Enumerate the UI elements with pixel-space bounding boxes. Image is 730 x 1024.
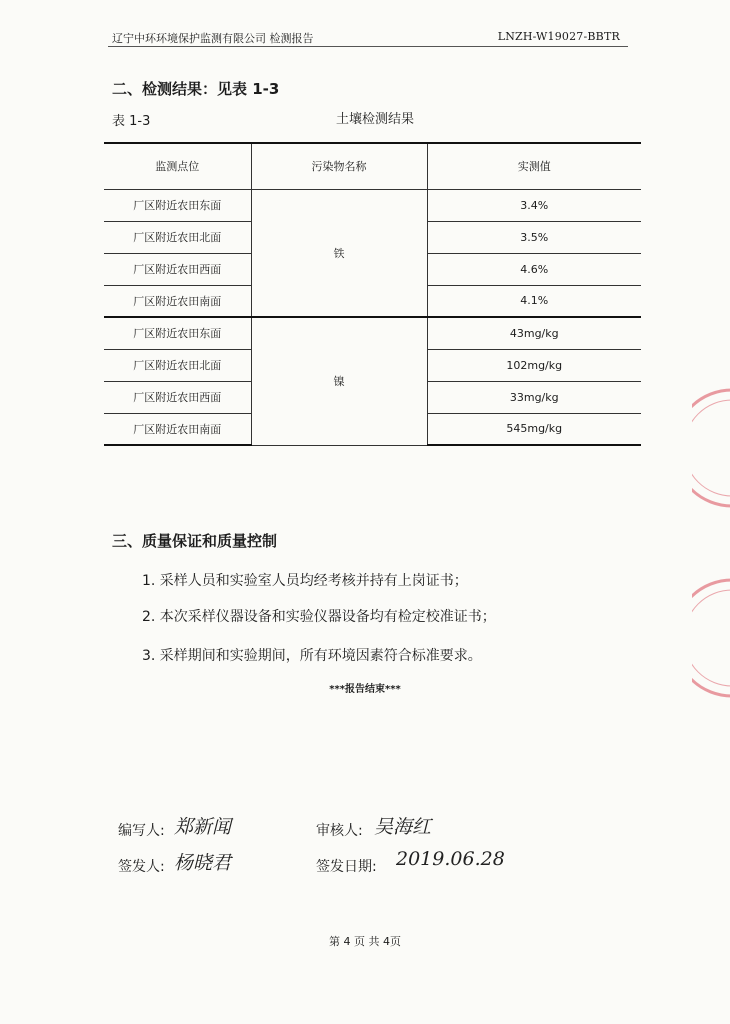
author-signature: 郑新闻	[174, 816, 232, 838]
author-label: 编写人:	[118, 823, 165, 839]
site-cell: 厂区附近农田西面	[104, 381, 251, 413]
issue-date-value: 2019.06.28	[396, 848, 505, 870]
reviewer-signature: 吴海红	[374, 816, 432, 838]
issue-date-label: 签发日期:	[316, 859, 377, 875]
site-cell: 厂区附近农田南面	[104, 413, 251, 445]
header-divider	[108, 46, 628, 47]
site-cell: 厂区附近农田南面	[104, 285, 251, 317]
value-cell: 43mg/kg	[427, 317, 641, 349]
site-cell: 厂区附近农田西面	[104, 253, 251, 285]
section-title-quality: 三、质量保证和质量控制	[112, 532, 278, 550]
company-seal-fragment	[692, 388, 730, 508]
value-cell: 545mg/kg	[427, 413, 641, 445]
column-header-site: 监测点位	[104, 143, 251, 189]
reviewer-label: 审核人:	[316, 823, 363, 839]
column-header-pollutant: 污染物名称	[251, 143, 427, 189]
value-cell: 4.1%	[427, 285, 641, 317]
table-row	[104, 189, 641, 221]
quality-item: 1. 采样人员和实验室人员均经考核并持有上岗证书；	[142, 573, 468, 589]
table-label: 表 1-3	[112, 114, 151, 129]
value-cell: 102mg/kg	[427, 349, 641, 381]
results-table	[104, 142, 641, 446]
column-header-value: 实测值	[427, 143, 641, 189]
value-cell: 3.4%	[427, 189, 641, 221]
value-cell: 3.5%	[427, 221, 641, 253]
pollutant-cell: 镍	[251, 317, 427, 445]
value-cell: 33mg/kg	[427, 381, 641, 413]
issuer-label: 签发人:	[118, 859, 165, 875]
site-cell: 厂区附近农田北面	[104, 349, 251, 381]
company-seal-fragment	[692, 578, 730, 698]
table-row	[104, 317, 641, 349]
value-cell: 4.6%	[427, 253, 641, 285]
quality-item: 3. 采样期间和实验期间，所有环境因素符合标准要求。	[142, 648, 482, 664]
site-cell: 厂区附近农田东面	[104, 317, 251, 349]
page-number: 第 4 页 共 4页	[329, 935, 401, 948]
pollutant-cell: 铁	[251, 189, 427, 317]
header-report-number: LNZH-W19027-BBTR	[497, 30, 620, 43]
quality-item: 2. 本次采样仪器设备和实验仪器设备均有检定校准证书；	[142, 609, 496, 625]
site-cell: 厂区附近农田北面	[104, 221, 251, 253]
issuer-signature: 杨晓君	[174, 852, 232, 874]
report-end-mark: ***报告结束***	[329, 684, 401, 695]
table-header-row	[104, 143, 641, 189]
header-company: 辽宁中环环境保护监测有限公司 检测报告	[112, 32, 314, 45]
table-title: 土壤检测结果	[335, 112, 414, 127]
section-title-results: 二、检测结果：见表 1-3	[112, 80, 280, 98]
site-cell: 厂区附近农田东面	[104, 189, 251, 221]
